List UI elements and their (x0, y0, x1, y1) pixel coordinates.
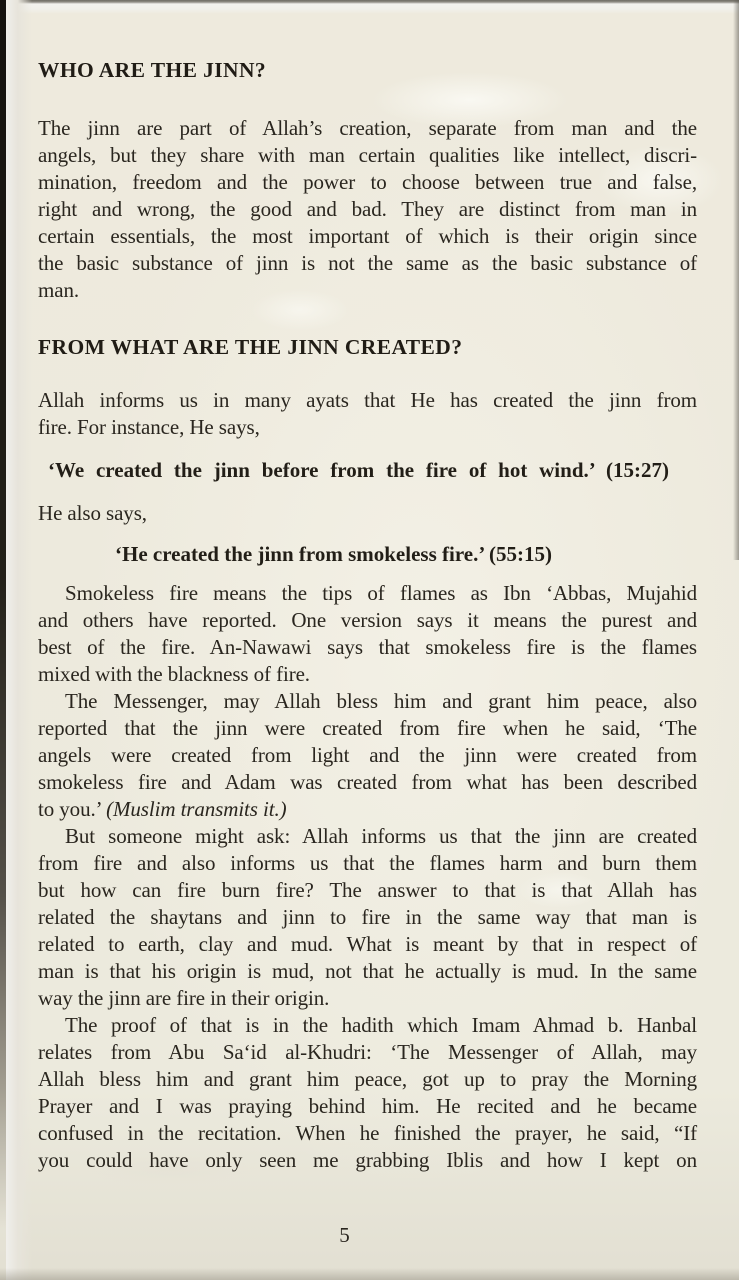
scan-edge-left-dark (0, 0, 6, 1280)
text-line: fire. For instance, He says, (38, 415, 260, 439)
text-line: related to earth, clay and mud. What is meant by that in respect of (38, 932, 697, 956)
paragraph (38, 1012, 697, 1174)
text-line: confused in the recitation. When he finished the prayer, he said, “If (38, 1121, 697, 1145)
text-line: you could have only seen me grabbing Iblis and how I kept on (38, 1148, 697, 1172)
text-line: Allah bless him and grant him peace, got up to pray the Morning (38, 1067, 697, 1091)
text-line: but how can fire burn fire? The answer to that is that Allah has (38, 878, 697, 902)
text-line: related the shaytans and jinn to fire in the same way that man is (38, 905, 697, 929)
text-line: angels, but they share with man certain qualities like intellect, discri- (38, 143, 697, 167)
text-line: The jinn are part of Allah’s creation, separate from man and the (38, 116, 697, 140)
paragraph (38, 823, 697, 1012)
text-line: Smokeless fire means the tips of flames as Ibn ‘Abbas, Mujahid (65, 581, 697, 605)
text-line: angels were created from light and the jinn were created from (38, 743, 697, 767)
text-line: relates from Abu Sa‘id al-Khudri: ‘The Messenger of Allah, may (38, 1040, 697, 1064)
text-line: man is that his origin is mud, not that he actually is mud. In the same (38, 959, 697, 983)
text-line: from fire and also informs us that the flames harm and burn them (38, 851, 697, 875)
text-line: Allah informs us in many ayats that He has created the jinn from (38, 388, 697, 412)
text-line: smokeless fire and Adam was created from what has been described (38, 770, 697, 794)
paragraph (38, 500, 697, 527)
page-text (38, 0, 697, 1174)
text-line: mixed with the blackness of fire. (38, 662, 310, 686)
text-line: certain essentials, the most important of which is their origin since (38, 224, 697, 248)
text-line: The proof of that is in the hadith which Imam Ahmad b. Hanbal (65, 1013, 697, 1037)
page-number: 5 (339, 1223, 350, 1247)
scan-edge-bottom (0, 1268, 739, 1280)
heading-who-are-the-jinn: WHO ARE THE JINN? (38, 58, 267, 82)
text-line: to you.’ (Muslim transmits it.) (38, 797, 287, 821)
text-line: way the jinn are fire in their origin. (38, 986, 330, 1010)
text-line: and others have reported. One version says it means the purest and (38, 608, 697, 632)
paragraph (38, 688, 697, 823)
text-line: But someone might ask: Allah informs us that the jinn are created (65, 824, 697, 848)
text-line: The Messenger, may Allah bless him and grant him peace, also (65, 689, 697, 713)
paragraph (38, 115, 697, 304)
text-line: Prayer and I was praying behind him. He recited and he became (38, 1094, 697, 1118)
text-line: man. (38, 278, 80, 302)
text-line: reported that the jinn were created from fire when he said, ‘The (38, 716, 697, 740)
heading-from-what-are-the-jinn-created: FROM WHAT ARE THE JINN CREATED? (38, 335, 463, 359)
paragraph (38, 387, 697, 441)
quran-quote: ‘He created the jinn from smokeless fire.’ (55:15) (115, 542, 553, 566)
text-line: best of the fire. An-Nawawi says that smokeless fire is the flames (38, 635, 697, 659)
paragraph (38, 580, 697, 688)
text-line: mination, freedom and the power to choose between true and false, (38, 170, 697, 194)
text-line: the basic substance of jinn is not the same as the basic substance of (38, 251, 697, 275)
quran-quote: ‘We created the jinn before from the fire of hot wind.’ (15:27) (48, 458, 669, 482)
source-citation: (Muslim transmits it.) (106, 797, 287, 821)
text-line: right and wrong, the good and bad. They are distinct from man in (38, 197, 697, 221)
scan-edge-right (733, 0, 739, 560)
text-line: He also says, (38, 501, 147, 525)
scan-edge-left-light (6, 0, 32, 1280)
